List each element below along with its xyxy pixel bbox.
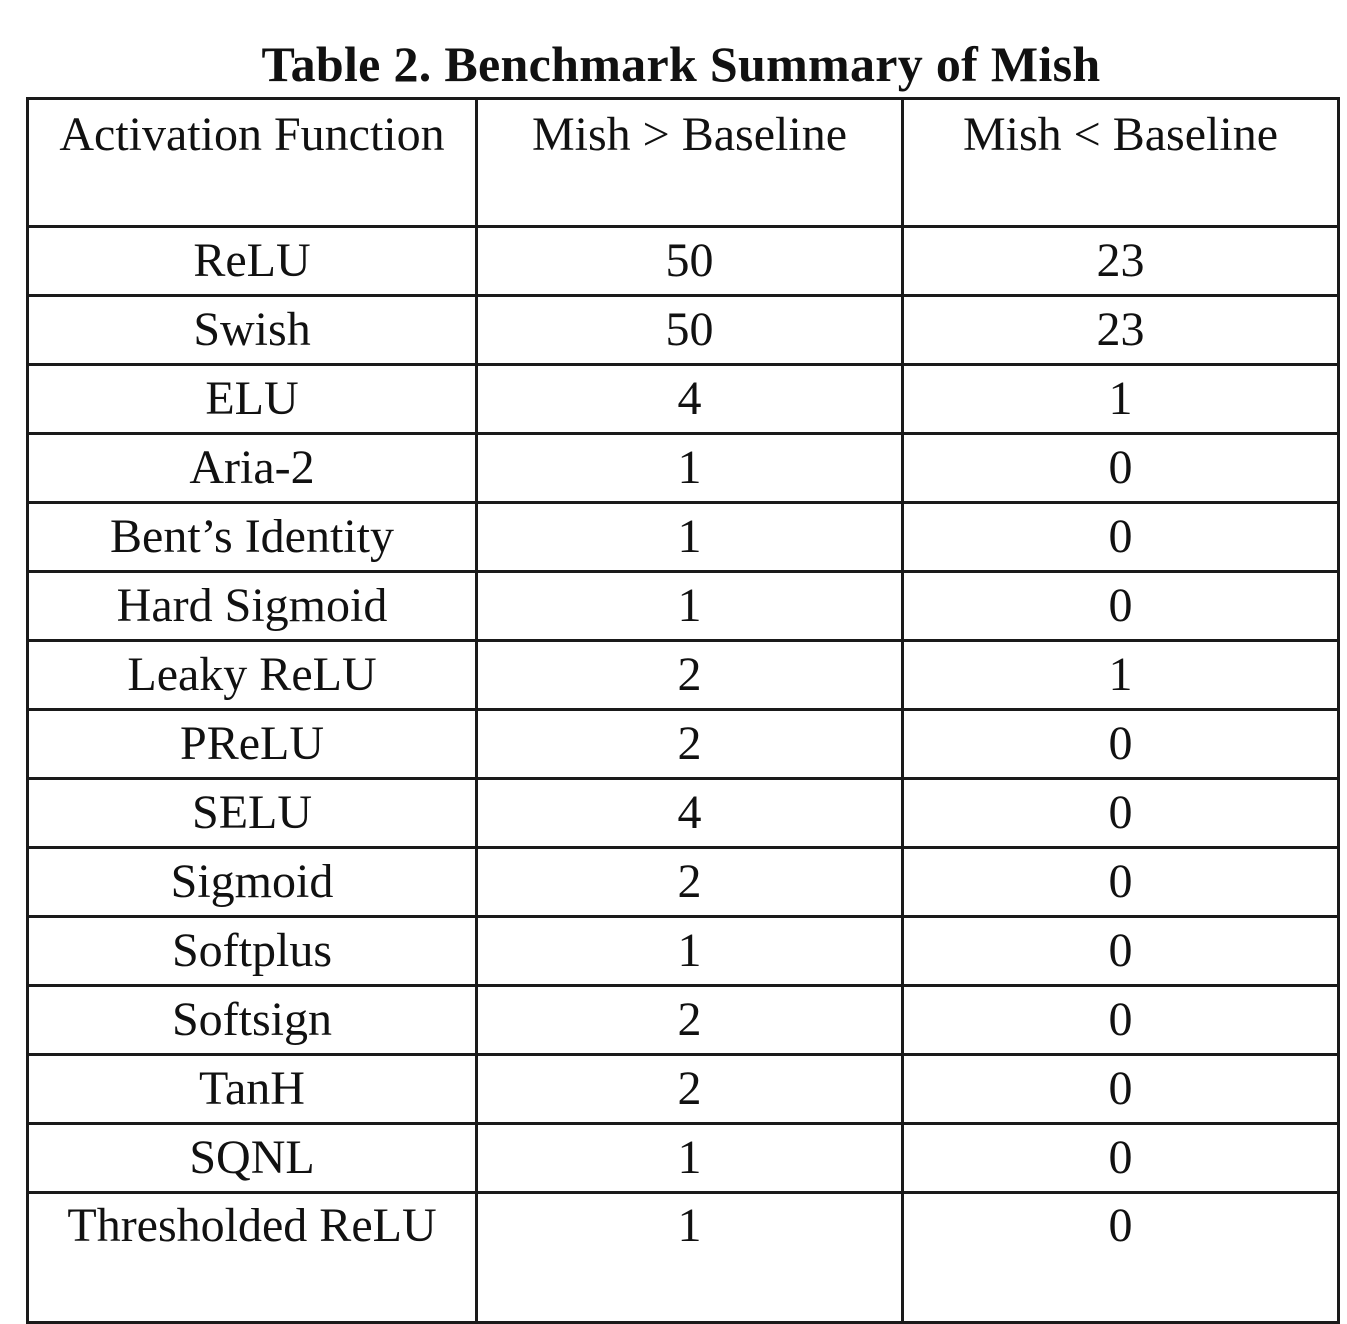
mish-better-cell: 4 [477, 365, 903, 434]
table-row [28, 1193, 1339, 1323]
table-row [28, 710, 1339, 779]
mish-better-cell: 2 [477, 641, 903, 710]
activation-cell: TanH [28, 1055, 477, 1124]
mish-worse-cell: 0 [903, 572, 1339, 641]
mish-better-cell: 1 [477, 503, 903, 572]
mish-better-cell: 1 [477, 434, 903, 503]
activation-cell: Thresholded ReLU [28, 1193, 477, 1323]
table-row [28, 917, 1339, 986]
mish-better-cell: 2 [477, 848, 903, 917]
mish-worse-cell: 0 [903, 503, 1339, 572]
mish-worse-cell: 1 [903, 641, 1339, 710]
activation-cell: Hard Sigmoid [28, 572, 477, 641]
activation-cell: SELU [28, 779, 477, 848]
mish-better-cell: 50 [477, 227, 903, 296]
table-row [28, 848, 1339, 917]
mish-better-cell: 2 [477, 710, 903, 779]
table-row [28, 434, 1339, 503]
mish-better-cell: 1 [477, 1124, 903, 1193]
activation-cell: Aria-2 [28, 434, 477, 503]
table-row [28, 365, 1339, 434]
header-mish-better: Mish > Baseline [477, 99, 903, 227]
mish-worse-cell: 23 [903, 296, 1339, 365]
table-body [28, 227, 1339, 1323]
activation-cell: Leaky ReLU [28, 641, 477, 710]
mish-better-cell: 50 [477, 296, 903, 365]
header-row [28, 99, 1339, 227]
mish-worse-cell: 0 [903, 434, 1339, 503]
mish-better-cell: 2 [477, 1055, 903, 1124]
table-row [28, 572, 1339, 641]
activation-cell: ReLU [28, 227, 477, 296]
activation-cell: Sigmoid [28, 848, 477, 917]
table-row [28, 296, 1339, 365]
mish-better-cell: 1 [477, 572, 903, 641]
mish-worse-cell: 0 [903, 710, 1339, 779]
activation-cell: ELU [28, 365, 477, 434]
benchmark-table [26, 97, 1340, 1324]
activation-cell: PReLU [28, 710, 477, 779]
mish-worse-cell: 1 [903, 365, 1339, 434]
table-row [28, 1124, 1339, 1193]
table-row [28, 503, 1339, 572]
table-row [28, 779, 1339, 848]
mish-worse-cell: 23 [903, 227, 1339, 296]
activation-cell: Bent’s Identity [28, 503, 477, 572]
mish-worse-cell: 0 [903, 1055, 1339, 1124]
mish-worse-cell: 0 [903, 848, 1339, 917]
mish-worse-cell: 0 [903, 1124, 1339, 1193]
header-activation-function: Activation Function [28, 99, 477, 227]
table-row [28, 986, 1339, 1055]
mish-worse-cell: 0 [903, 917, 1339, 986]
mish-worse-cell: 0 [903, 779, 1339, 848]
mish-better-cell: 2 [477, 986, 903, 1055]
table-row [28, 227, 1339, 296]
activation-cell: SQNL [28, 1124, 477, 1193]
mish-worse-cell: 0 [903, 986, 1339, 1055]
mish-worse-cell: 0 [903, 1193, 1339, 1323]
mish-better-cell: 1 [477, 917, 903, 986]
activation-cell: Softplus [28, 917, 477, 986]
table-row [28, 641, 1339, 710]
mish-better-cell: 1 [477, 1193, 903, 1323]
table-caption: Table 2. Benchmark Summary of Mish [261, 36, 1101, 92]
header-mish-worse: Mish < Baseline [903, 99, 1339, 227]
mish-better-cell: 4 [477, 779, 903, 848]
activation-cell: Softsign [28, 986, 477, 1055]
table-row [28, 1055, 1339, 1124]
activation-cell: Swish [28, 296, 477, 365]
